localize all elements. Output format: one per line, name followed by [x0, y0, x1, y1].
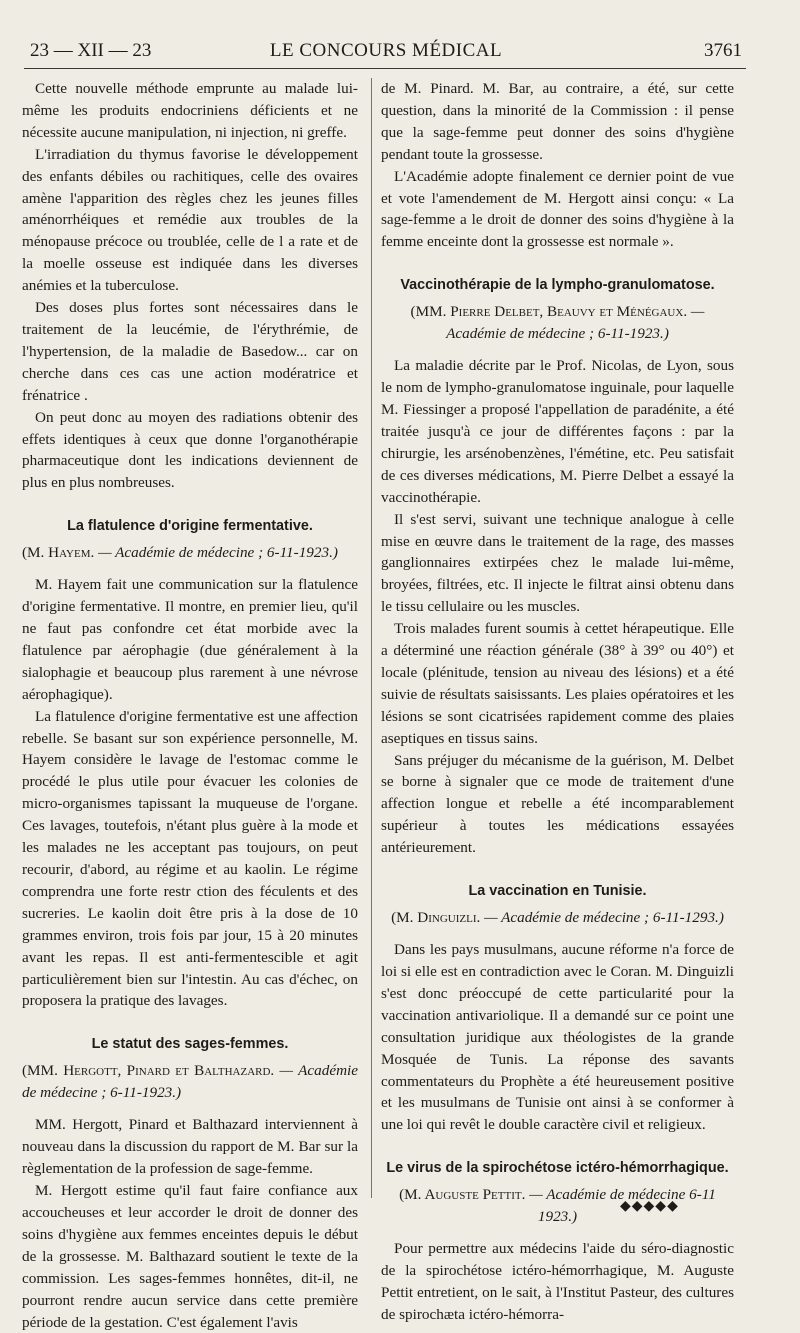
- journal-title: LE CONCOURS MÉDICAL: [269, 40, 503, 61]
- flatulence-paragraph-1: M. Hayem fait une communication sur la flatulence d'origine fermentative. Il montre, en premier lieu, qu'il ne faut pas confondre cet état morbide avec la flatulence par aérophagie (due généralement à la sialophagie et beaucoup plus rarement à une névrose aérophagique).: [22, 576, 358, 703]
- section-title-sages-femmes: Le statut des sages-femmes.: [91, 1036, 289, 1053]
- page-number: 3761: [704, 40, 742, 61]
- source-citation: — Académie de médecine ; 6-11-1923.): [22, 1062, 359, 1102]
- sages-femmes-paragraph-2: M. Hergott estime qu'il faut faire confiance aux accoucheuses et leur accorder le droit de donner des soins d'hygiène aux femmes enceintes depuis le début de la grossesse. M. Balthazard soutient le texte de la commission. Les sages-femmes honnêtes, dit-il, ne pourront rendre aucun service dans cette première période de la gestation. C'est également l'avis: [22, 1182, 358, 1331]
- section-title-flatulence: La flatulence d'origine fermentative.: [67, 518, 313, 535]
- source-authors: (MM. Hergott, Pinard et Balthazard.: [22, 1062, 275, 1080]
- intro-paragraph-4: On peut donc au moyen des radiations obtenir des effets identiques à ceux que donne l'organothérapie pharmaceutique dont les indications deviennent de plus en plus nombreuses.: [22, 408, 358, 492]
- section-title-tunisie: La vaccination en Tunisie.: [468, 883, 647, 900]
- header-rule: [24, 68, 746, 69]
- continued-paragraph: de M. Pinard. M. Bar, au contraire, a été, sur cette question, dans la minorité de la Commission : il pense que la sage-femme peut donner des soins d'hygiène pendant toute la grossesse.: [381, 80, 734, 163]
- left-column: [22, 78, 358, 1333]
- source-authors: (MM. Pierre Delbet, Beauvy et Ménégaux.: [410, 303, 688, 321]
- vaccinotherapie-paragraph-4: Sans préjuger du mécanisme de la guérison, M. Delbet se borne à signaler que ce mode de traitement d'une affection longue et rebelle a été incomparablement supérieur à toutes les médications essayées antérieurement.: [381, 751, 734, 857]
- source-author: (M. Dinguizli.: [391, 909, 481, 927]
- vaccinotherapie-paragraph-1: La maladie décrite par le Prof. Nicolas, de Lyon, sous le nom de lympho-granulomatose inguinale, pour laquelle M. Fiessinger a proposé l'appellation de paradénite, a été traitée jusqu'à ce jour de différentes façons : par la chirurgie, les arsénobenzènes, l'émétine, etc. Peu satisfait de ces diverses médications, M. Pierre Delbet a essayé la vaccinothérapie.: [381, 357, 734, 506]
- issue-date: 23 — XII — 23: [30, 40, 152, 61]
- source-citation: — Académie de médecine ; 6-11-1923.): [94, 544, 338, 562]
- right-column: [381, 78, 734, 1326]
- academie-vote-paragraph: L'Académie adopte finalement ce dernier point de vue et vote l'amendement de M. Hergott ainsi conçu: « La sage-femme a le droit de donner des soins d'hygiène à la femme enceinte dont la grossesse est normale ».: [381, 167, 734, 251]
- source-author: (M. Hayem.: [22, 544, 95, 562]
- intro-paragraph-2: L'irradiation du thymus favorise le développement des enfants débiles ou rachitiques, celle des ovaires amène l'apparition des règles chez les jeunes filles aménorrhéiques et remédie aux troubles de la ménopause précoce ou troublée, celle de l a rate et de la moelle osseuse est indiquée dans les diverses anémies et la tuberculose.: [22, 145, 358, 295]
- flatulence-paragraph-2: La flatulence d'origine fermentative est une affection rebelle. Se basant sur son expérience personnelle, M. Hayem considère le lavage de l'estomac comme le procédé le plus utile pour évacuer les colonies de micro-organismes tapissant la muqueuse de l'organe. Ces lavages, toutefois, n'étant plus guère à la mode et les malades ne les acceptant pas toujours, on peut recourir, d'abord, au régime et au kaolin. Le régime comprendra une forte restr ction des féculents et des sucreries. Le kaolin doit être pris à la dose de 10 grammes environ, trois fois par jour, 15 à 20 minutes avant les repas. Il est anti-fermentescible et agit particulièrement bien sur l'intestin. Au cas d'échec, on proposera la pratique des lavages.: [22, 707, 358, 1010]
- diamond-ornament: ◆◆◆◆◆: [620, 1199, 679, 1214]
- source-citation: — Académie de médecine ; 6-11-1923.): [446, 303, 705, 343]
- source-citation: — Académie de médecine 6-11 1923.): [525, 1186, 716, 1226]
- sages-femmes-paragraph-1: MM. Hergott, Pinard et Balthazard interviennent à nouveau dans la discussion du rapport de M. Bar sur la règlementation de la profession de sage-femme.: [22, 1116, 358, 1178]
- section-source-flatulence: [22, 542, 358, 564]
- section-source-vaccinotherapie: [381, 301, 734, 345]
- intro-paragraph-1: Cette nouvelle méthode emprunte au malade lui-même les produits endocriniens déficients et ne nécessite aucune manipulation, ni injection, ni greffe.: [22, 80, 358, 141]
- section-source-sages-femmes: [22, 1060, 358, 1104]
- column-divider: [371, 78, 372, 1198]
- section-source-spirochetose: [381, 1184, 734, 1228]
- vaccinotherapie-paragraph-2: Il s'est servi, suivant une technique analogue à celle mise en œuvre dans le traitement de la rage, des masses ganglionnaires extirpées chez le malade lui-même, broyées, filtrées, etc. Il injecte le filtrat ainsi obtenu dans le tissu cellulaire ou les muscles.: [381, 510, 734, 616]
- section-title-spirochetose: Le virus de la spirochétose ictéro-hémorrhagique.: [386, 1160, 729, 1177]
- intro-paragraph-3: Des doses plus fortes sont nécessaires dans le traitement de la leucémie, de l'érythrémie, de l'hypertension, de la maladie de Basedow... car on cherche dans ces cas une action modératrice et frénatrice .: [22, 299, 358, 404]
- source-author: (M. Auguste Pettit.: [399, 1186, 526, 1204]
- vaccinotherapie-paragraph-3: Trois malades furent soumis à cettet hérapeutique. Elle a déterminé une réaction générale (38° à 39° ou 40°) et locale (plénitude, tension au niveau des lésions) et a été suivie de résultats saisissants. Les plaies opératoires et les lésions se sont cicatrisées rapidement comme des plaies aseptiques en tissus sains.: [381, 620, 734, 747]
- spirochetose-paragraph-1: Pour permettre aux médecins l'aide du séro-diagnostic de la spirochétose ictéro-hémorrhagique, M. Auguste Pettit entretient, on le sait, à l'Institut Pasteur, des cultures de spirochæta ictéro-hémorra-: [381, 1240, 734, 1323]
- tunisie-paragraph-1: Dans les pays musulmans, aucune réforme n'a force de loi si elle est en contradiction avec le Coran. M. Dinguizli s'est donc préoccupé de cette particularité pour la vaccination antivariolique. Il a demandé sur ce point une consultation juridique aux théologistes de la grande Mosquée de Tunis. La réponse des savants commentateurs du Prophète a été heureusement positive et les musulmans de Tunisie ont ainsi à se conformer à une loi qui revêt le double caractère civil et religieux.: [381, 941, 734, 1134]
- section-title-vaccinotherapie: Vaccinothérapie de la lympho-granulomatose.: [400, 277, 715, 294]
- source-citation: — Académie de médecine ; 6-11-1293.): [480, 909, 724, 927]
- section-source-tunisie: [381, 907, 734, 929]
- running-header: [30, 38, 742, 64]
